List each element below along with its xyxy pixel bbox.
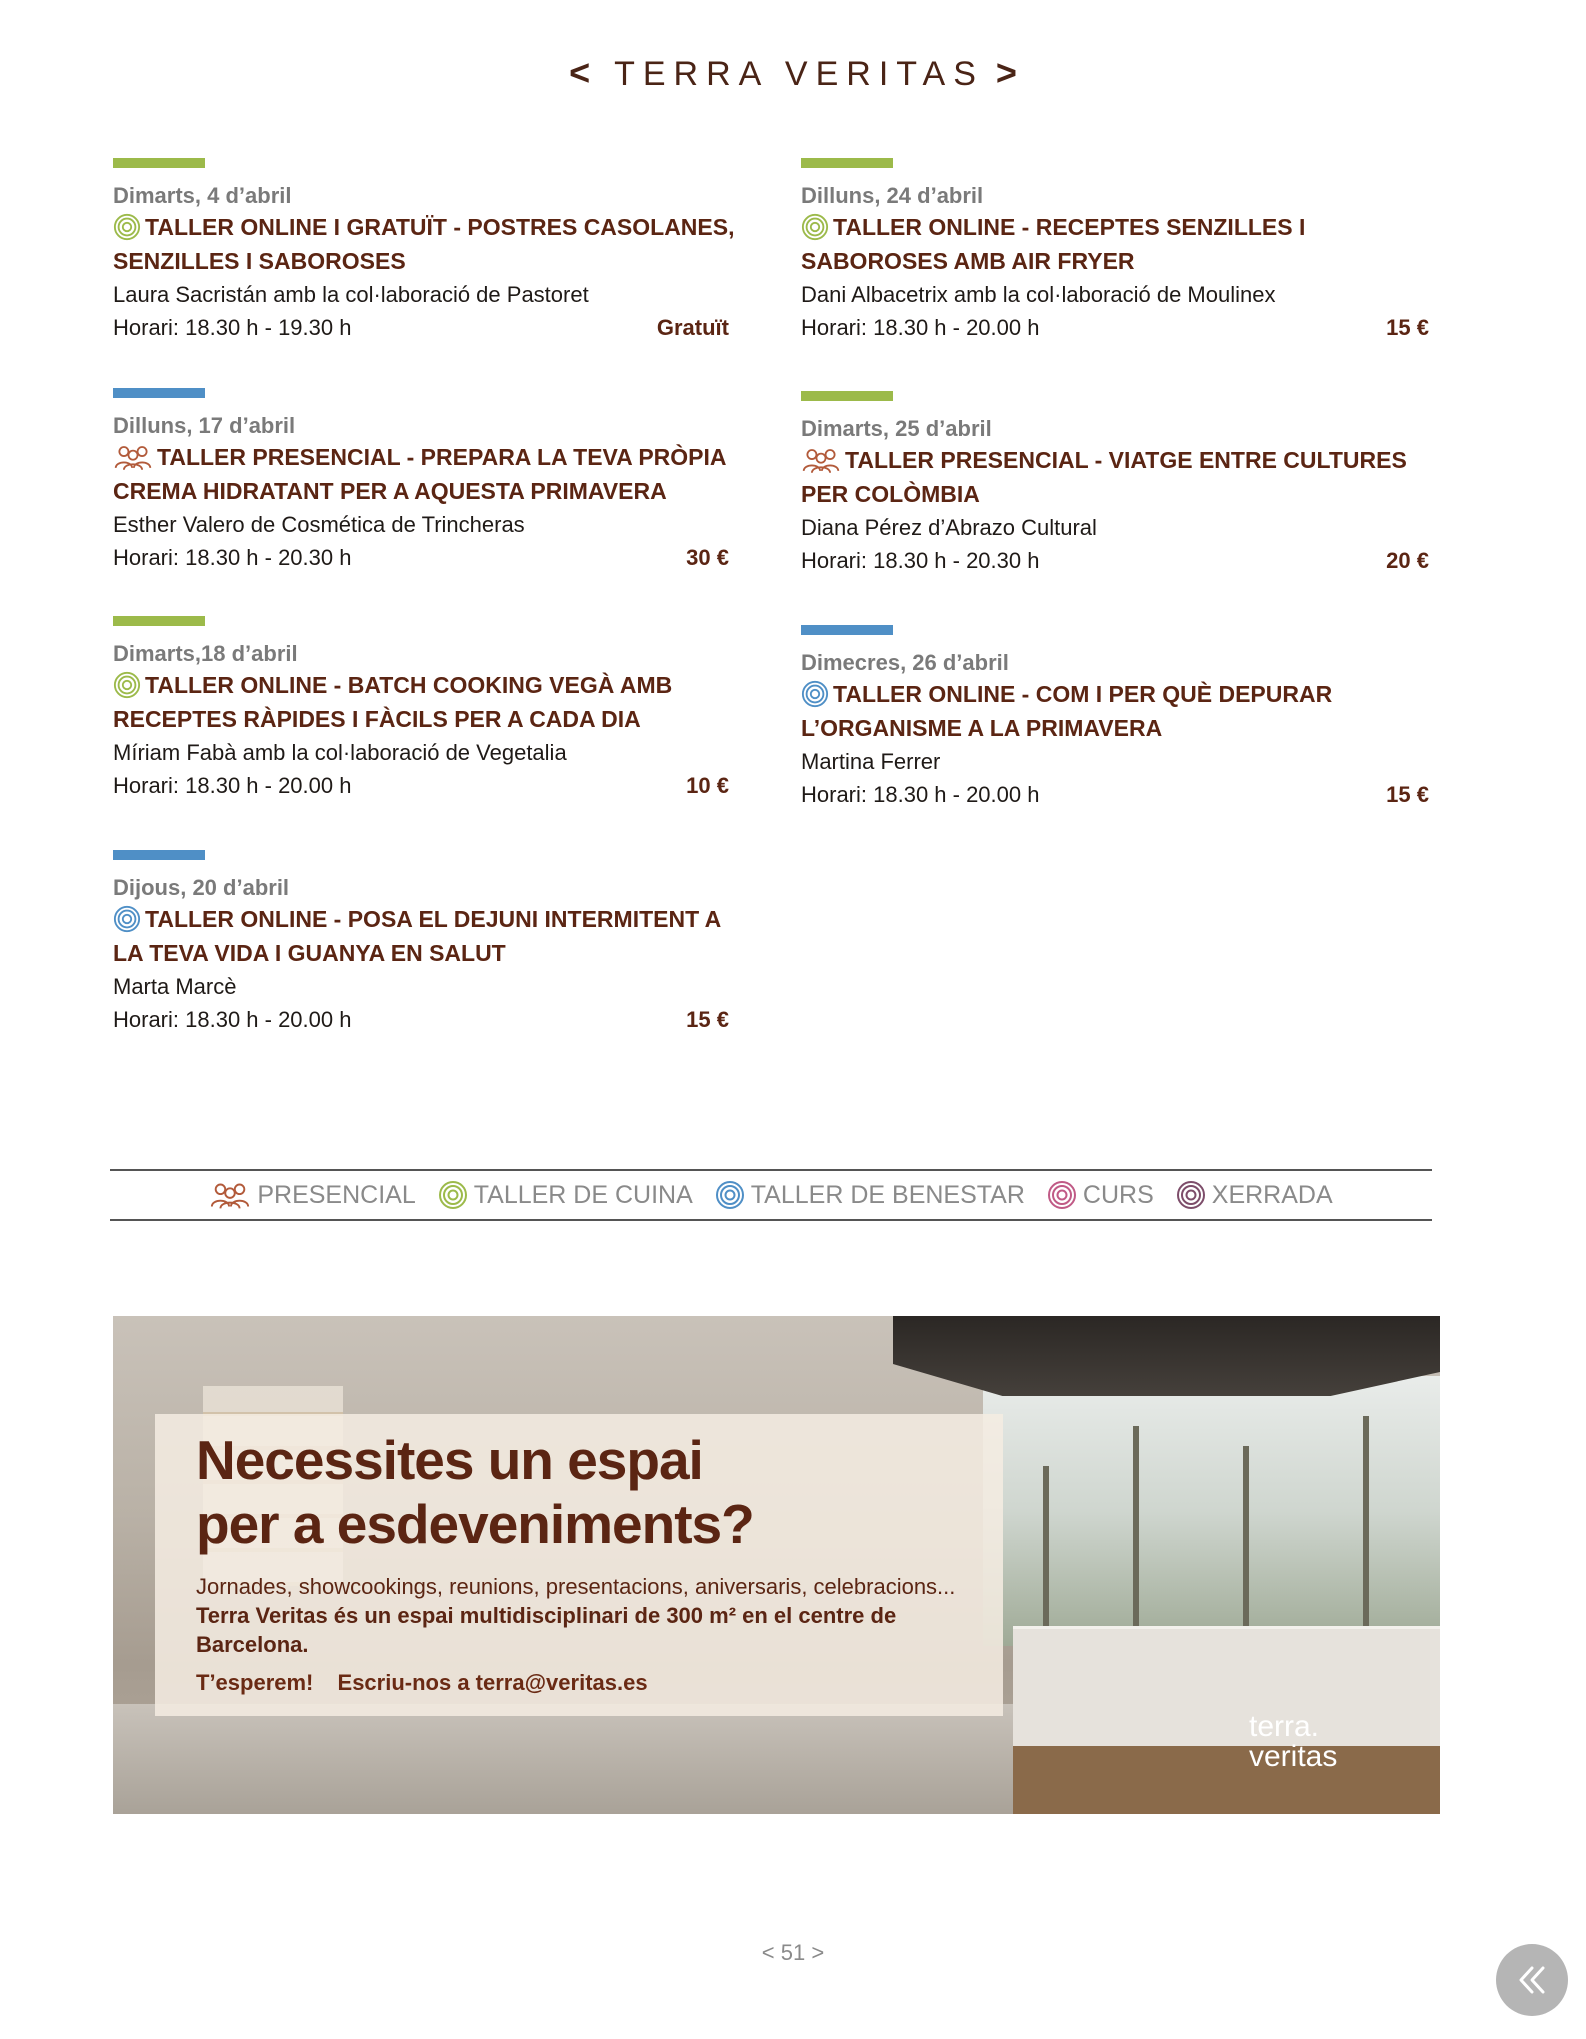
taller-cuina-icon — [801, 213, 829, 241]
legend-xerrada — [1176, 1180, 1333, 1210]
event-host: Esther Valero de Cosmética de Trincheras — [113, 512, 525, 537]
xerrada-icon — [1176, 1180, 1206, 1210]
event-date: Dilluns, 24 d’abril — [801, 183, 984, 208]
event-title[interactable] — [113, 440, 753, 508]
category-bar — [801, 391, 893, 401]
event-card — [113, 616, 753, 802]
event-card — [801, 625, 1441, 811]
legend-label: CURS — [1082, 1180, 1154, 1209]
event-price: Gratuït — [656, 315, 729, 340]
event-hours: Horari: 18.30 h - 20.00 h — [113, 1007, 352, 1032]
promo-headline-line: Necessites un espai — [196, 1429, 703, 1491]
legend-taller-benestar — [715, 1180, 1025, 1210]
event-date: Dimarts,18 d’abril — [113, 641, 298, 666]
event-card — [113, 850, 753, 1036]
event-hours: Horari: 18.30 h - 20.30 h — [801, 548, 1040, 573]
event-date: Dijous, 20 d’abril — [113, 875, 290, 900]
event-card — [113, 388, 753, 574]
category-bar — [113, 850, 205, 860]
event-title-text: TALLER ONLINE - RECEPTES SENZILLES I SABOROSES AMB AIR FRYER — [801, 214, 1306, 274]
promo-body-plain: Jornades, showcookings, reunions, presentacions, aniversaris, celebracions... — [196, 1574, 956, 1599]
page-number: < 51 > — [761, 1940, 825, 1965]
event-host: Míriam Fabà amb la col·laboració de Vegetalia — [113, 740, 567, 765]
legend-presencial — [209, 1180, 415, 1210]
event-hours: Horari: 18.30 h - 20.00 h — [113, 773, 352, 798]
legend-label: PRESENCIAL — [257, 1180, 416, 1209]
event-price: 30 € — [686, 545, 729, 570]
legend-label: XERRADA — [1211, 1180, 1333, 1209]
event-title[interactable] — [113, 210, 753, 278]
promo-headline-line: per a esdeveniments? — [196, 1493, 754, 1555]
category-legend — [110, 1169, 1432, 1221]
category-bar — [801, 158, 893, 168]
event-title-text: TALLER ONLINE - POSA EL DEJUNI INTERMITENT A LA TEVA VIDA I GUANYA EN SALUT — [113, 906, 721, 966]
header-right-chevron: > — [995, 52, 1017, 93]
event-hours: Horari: 18.30 h - 20.00 h — [801, 782, 1040, 807]
event-date: Dimarts, 25 d’abril — [801, 416, 992, 441]
event-date: Dimecres, 26 d’abril — [801, 650, 1009, 675]
logo-line: terra. — [1249, 1710, 1320, 1743]
event-price: 15 € — [1386, 315, 1429, 340]
header-left-chevron: < — [569, 52, 591, 93]
event-title-text: TALLER ONLINE - COM I PER QUÈ DEPURAR L’ORGANISME A LA PRIMAVERA — [801, 681, 1333, 741]
double-chevron-left-icon — [1512, 1960, 1552, 2000]
event-title-text: TALLER PRESENCIAL - VIATGE ENTRE CULTURES PER COLÒMBIA — [801, 447, 1407, 507]
event-host: Laura Sacristán amb la col·laboració de Pastoret — [113, 282, 589, 307]
taller-cuina-icon — [113, 671, 141, 699]
event-card — [801, 391, 1441, 577]
event-hours: Horari: 18.30 h - 20.00 h — [801, 315, 1040, 340]
logo-line: veritas — [1249, 1740, 1338, 1773]
page-title — [0, 52, 1586, 94]
event-title[interactable] — [113, 668, 753, 736]
event-hours: Horari: 18.30 h - 20.30 h — [113, 545, 352, 570]
taller-cuina-icon — [113, 213, 141, 241]
background-hood — [893, 1316, 1440, 1396]
event-host: Marta Marcè — [113, 974, 237, 999]
taller-benestar-icon — [801, 680, 829, 708]
presencial-icon — [209, 1180, 251, 1210]
event-hours: Horari: 18.30 h - 19.30 h — [113, 315, 352, 340]
promo-body-bold: Terra Veritas és un espai multidisciplinari de 300 m² en el centre de Barcelona. — [196, 1603, 897, 1657]
taller-cuina-icon — [438, 1180, 468, 1210]
category-bar — [113, 616, 205, 626]
header-title-text: TERRA VERITAS — [614, 55, 984, 93]
promo-banner[interactable] — [113, 1316, 1440, 1814]
promo-cta — [196, 1670, 648, 1696]
back-button[interactable] — [1496, 1944, 1568, 2016]
terra-veritas-logo — [1249, 1712, 1429, 1772]
event-host: Dani Albacetrix amb la col·laboració de Moulinex — [801, 282, 1276, 307]
legend-label: TALLER DE CUINA — [473, 1180, 693, 1209]
event-host: Martina Ferrer — [801, 749, 941, 774]
event-price: 15 € — [686, 1007, 729, 1032]
background-floor — [113, 1704, 1013, 1814]
event-price: 15 € — [1386, 782, 1429, 807]
legend-curs — [1047, 1180, 1154, 1210]
event-card — [801, 158, 1441, 344]
promo-body — [196, 1572, 956, 1659]
taller-benestar-icon — [715, 1180, 745, 1210]
legend-label: TALLER DE BENESTAR — [750, 1180, 1025, 1209]
event-title[interactable] — [113, 902, 753, 970]
category-bar — [113, 388, 205, 398]
event-title-text: TALLER PRESENCIAL - PREPARA LA TEVA PRÒPIA CREMA HIDRATANT PER A AQUESTA PRIMAVERA — [113, 444, 726, 504]
presencial-icon — [801, 446, 841, 474]
taller-benestar-icon — [113, 905, 141, 933]
curs-icon — [1047, 1180, 1077, 1210]
event-title[interactable] — [801, 210, 1441, 278]
event-host: Diana Pérez d’Abrazo Cultural — [801, 515, 1097, 540]
promo-cta-greeting: T’esperem! — [196, 1670, 314, 1695]
event-price: 20 € — [1386, 548, 1429, 573]
event-title-text: TALLER ONLINE I GRATUÏT - POSTRES CASOLANES, SENZILLES I SABOROSES — [113, 214, 735, 274]
event-title-text: TALLER ONLINE - BATCH COOKING VEGÀ AMB RECEPTES RÀPIDES I FÀCILS PER A CADA DIA — [113, 672, 673, 732]
promo-email-link[interactable]: Escriu-nos a terra@veritas.es — [337, 1670, 648, 1695]
event-title[interactable] — [801, 443, 1441, 511]
event-date: Dimarts, 4 d’abril — [113, 183, 292, 208]
event-date: Dilluns, 17 d’abril — [113, 413, 296, 438]
legend-taller-cuina — [438, 1180, 693, 1210]
event-price: 10 € — [686, 773, 729, 798]
background-window — [983, 1376, 1440, 1646]
event-title[interactable] — [801, 677, 1441, 745]
promo-headline — [196, 1428, 976, 1556]
category-bar — [801, 625, 893, 635]
event-card — [113, 158, 753, 344]
category-bar — [113, 158, 205, 168]
presencial-icon — [113, 443, 153, 471]
